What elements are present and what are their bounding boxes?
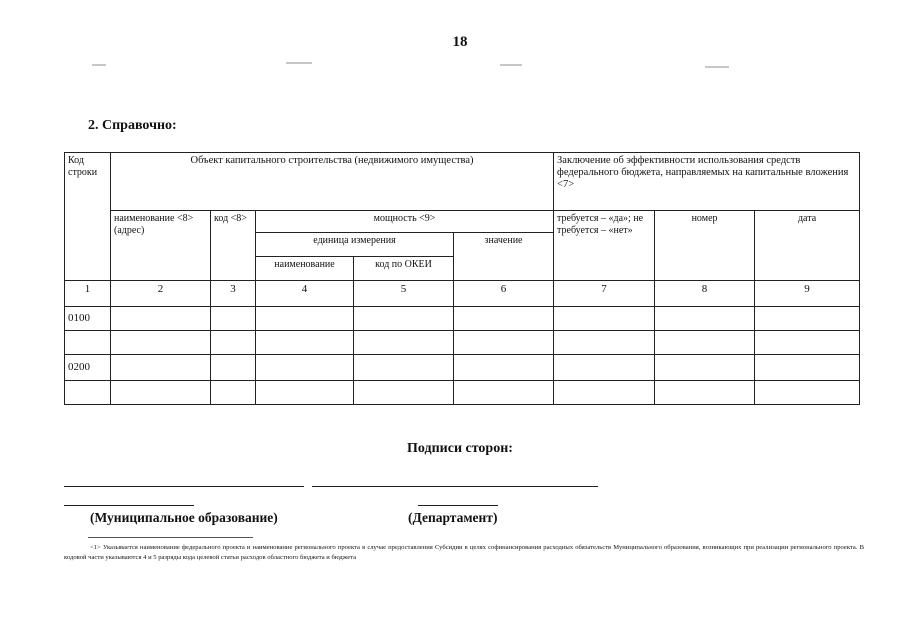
- column-number: 1: [65, 281, 111, 307]
- scan-artifact: [500, 64, 522, 66]
- column-number: 7: [554, 281, 655, 307]
- header-unit: единица измерения: [256, 233, 454, 257]
- signatures-title: Подписи сторон:: [407, 441, 513, 456]
- municipality-label: (Муниципальное образование): [90, 510, 278, 525]
- page-number: 18: [452, 34, 468, 50]
- header-number: номер: [655, 211, 755, 281]
- scan-artifact: [286, 62, 312, 64]
- column-number: 9: [755, 281, 860, 307]
- table-row: [65, 381, 860, 405]
- column-number: 3: [211, 281, 256, 307]
- header-unit-name: наименование: [256, 257, 354, 281]
- department-label: (Департамент): [408, 510, 498, 525]
- header-object: Объект капитального строительства (недвижимого имущества): [111, 153, 554, 211]
- signature-underline-right: [418, 505, 498, 506]
- footnote-text: <1> Указывается наименование федерального проекта и наименование регионального проекта в случае предоставления Субсидии в целях софинансирования расходных обязательств Муниципального образования, возникающих при реализации регионального проекта. В кодовой части указываются 4 и 5 разряды кода целевой статьи расходов областного бюджета и бюджета: [64, 544, 864, 561]
- header-date: дата: [755, 211, 860, 281]
- signature-line-right: [312, 486, 598, 487]
- reference-table: [64, 152, 860, 405]
- column-number-row: [65, 281, 860, 307]
- header-kod: код <8>: [211, 211, 256, 281]
- header-value: значение: [454, 233, 554, 281]
- header-conclusion: Заключение об эффективности использования средств федерального бюджета, направляемых на капитальные вложения <7>: [554, 153, 860, 211]
- column-number: 2: [111, 281, 211, 307]
- row-code: [65, 381, 111, 405]
- signature-underline-left: [64, 505, 194, 506]
- table-row: [65, 331, 860, 355]
- header-capacity: мощность <9>: [256, 211, 554, 233]
- table-row: [65, 355, 860, 381]
- footnote-rule: [88, 537, 253, 538]
- row-code: 0200: [65, 355, 111, 381]
- row-code: [65, 331, 111, 355]
- column-number: 6: [454, 281, 554, 307]
- header-name: наименование <8> (адрес): [111, 211, 211, 281]
- section-title: 2. Справочно:: [88, 118, 177, 133]
- header-code: Код строки: [65, 153, 111, 281]
- table-row: [65, 307, 860, 331]
- column-number: 4: [256, 281, 354, 307]
- column-number: 5: [354, 281, 454, 307]
- column-number: 8: [655, 281, 755, 307]
- header-required: требуется – «да»; не требуется – «нет»: [554, 211, 655, 281]
- row-code: 0100: [65, 307, 111, 331]
- header-okei: код по ОКЕИ: [354, 257, 454, 281]
- scan-artifact: [92, 64, 106, 66]
- scan-artifact: [705, 66, 729, 68]
- signature-line-left: [64, 486, 304, 487]
